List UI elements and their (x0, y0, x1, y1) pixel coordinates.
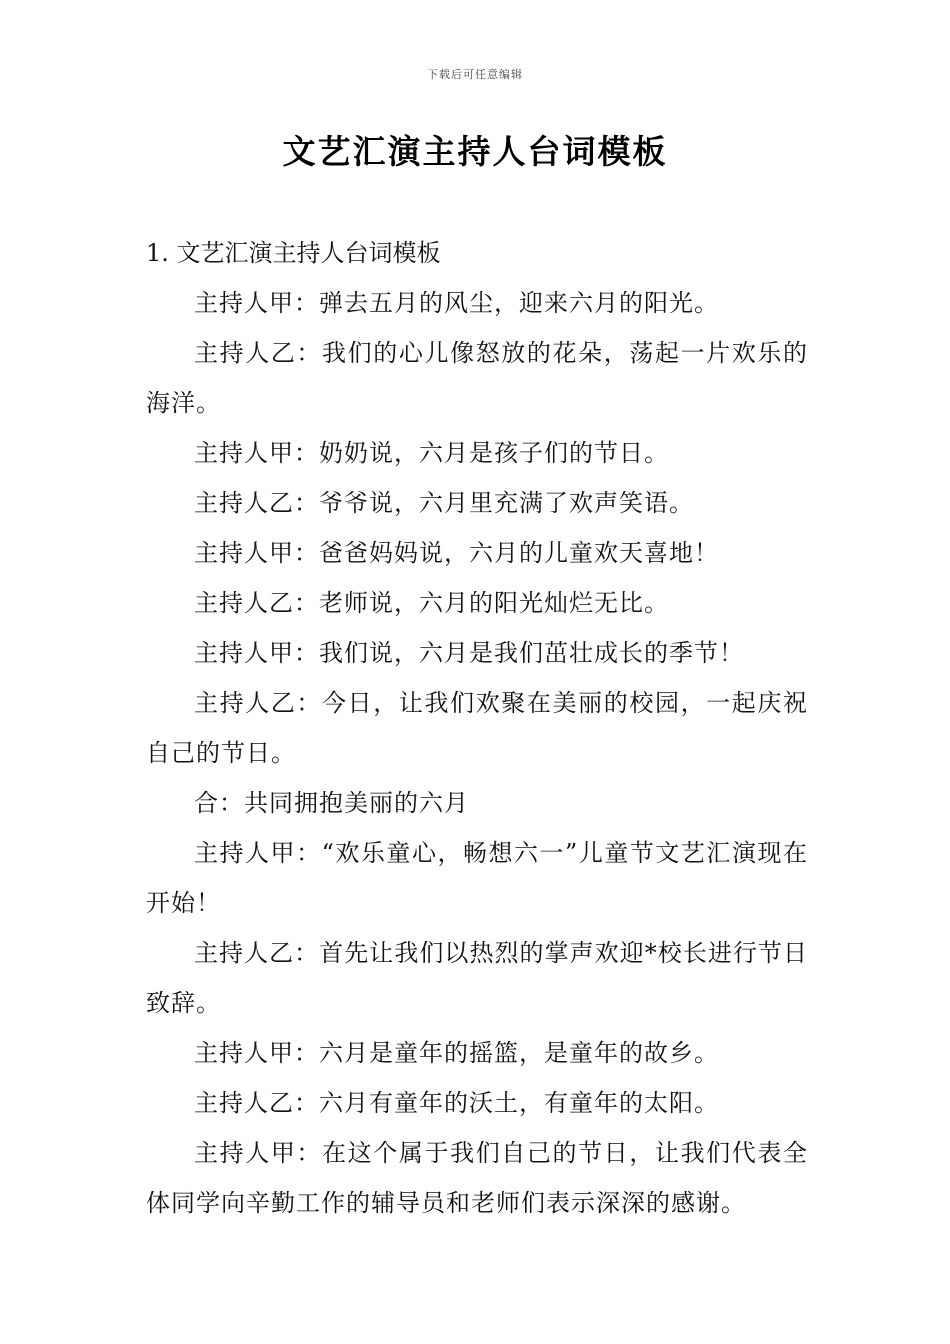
paragraph: 主持人甲：我们说，六月是我们茁壮成长的季节！ (194, 639, 744, 667)
paragraph: 主持人甲：奶奶说，六月是孩子们的节日。 (194, 439, 669, 467)
paragraph: 合：共同拥抱美丽的六月 (194, 789, 469, 817)
document-body (146, 228, 808, 1228)
header-note: 下载后可任意编辑 (427, 68, 523, 81)
paragraph: 主持人乙：今日，让我们欢聚在美丽的校园，一起庆祝自己的节日。 (146, 689, 808, 767)
paragraph: 主持人乙：我们的心儿像怒放的花朵，荡起一片欢乐的海洋。 (146, 339, 808, 417)
paragraph: 主持人甲：爸爸妈妈说，六月的儿童欢天喜地！ (194, 539, 719, 567)
paragraph: 主持人甲：弹去五月的风尘，迎来六月的阳光。 (194, 289, 719, 317)
paragraph: 主持人甲：“欢乐童心，畅想六一”儿童节文艺汇演现在开始！ (146, 839, 808, 917)
paragraph: 主持人乙：爷爷说，六月里充满了欢声笑语。 (194, 489, 694, 517)
paragraph: 主持人乙：首先让我们以热烈的掌声欢迎*校长进行节日致辞。 (146, 939, 808, 1017)
paragraph: 主持人乙：老师说，六月的阳光灿烂无比。 (194, 589, 669, 617)
paragraph: 主持人乙：六月有童年的沃土，有童年的太阳。 (194, 1089, 719, 1117)
document-title: 文艺汇演主持人台词模板 (282, 132, 668, 171)
paragraph: 主持人甲：六月是童年的摇篮，是童年的故乡。 (194, 1039, 719, 1067)
paragraph: 主持人甲：在这个属于我们自己的节日，让我们代表全体同学向辛勤工作的辅导员和老师们表示深深的感谢。 (146, 1139, 808, 1217)
section-heading: 1. 文艺汇演主持人台词模板 (146, 239, 441, 267)
